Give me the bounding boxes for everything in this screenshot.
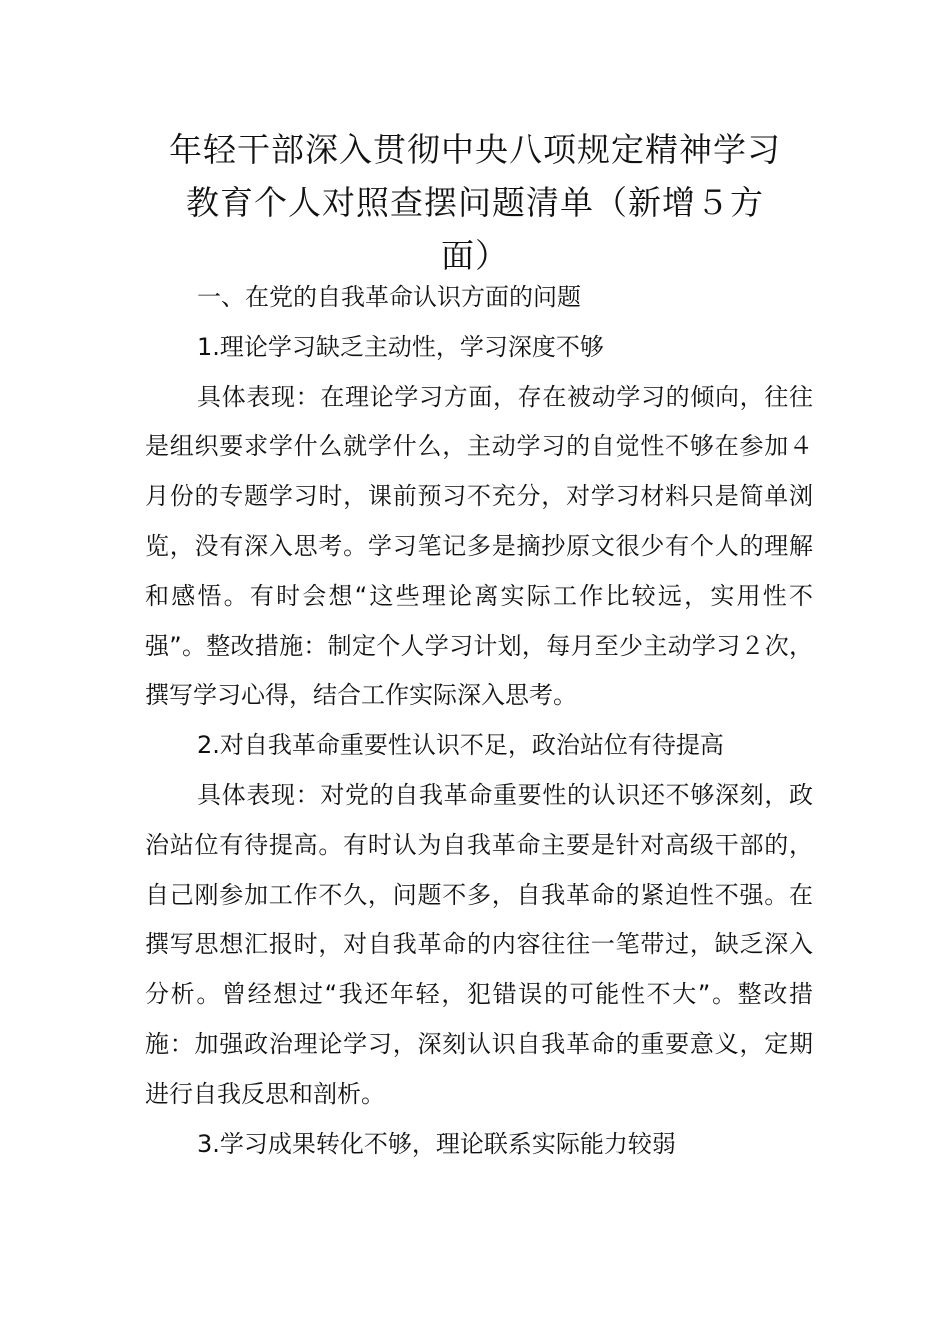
item-body-2: 具体表现：对党的自我革命重要性的认识还不够深刻，政治站位有待提高。有时认为自我革命主要是针对高级干部的，自己刚参加工作不久，问题不多，自我革命的紧迫性不强。在撰写思想汇报时，对自我革命的内容往往一笔带过，缺乏深入分析。曾经想过“我还年轻，犯错误的可能性不大”。整改措施：加强政治理论学习，深刻认识自我革命的重要意义，定期进行自我反思和剖析。 [145, 780, 813, 1108]
item-body-1: 具体表现：在理论学习方面，存在被动学习的倾向，往往是组织要求学什么就学什么，主动学习的自觉性不够在参加４月份的专题学习时，课前预习不充分，对学习材料只是简单浏览，没有深入思考。学习笔记多是摘抄原文很少有个人的理解和感悟。有时会想“这些理论离实际工作比较远，实用性不强”。整改措施：制定个人学习计划，每月至少主动学习２次，撰写学习心得，结合工作实际深入思考。 [145, 382, 813, 710]
item-heading-1: 1.理论学习缺乏主动性，学习深度不够 [197, 332, 604, 361]
item-heading-2: 2.对自我革命重要性认识不足，政治站位有待提高 [197, 731, 724, 760]
section-heading: 一、在党的自我革命认识方面的问题 [197, 283, 581, 311]
document-body [145, 273, 813, 1169]
document-title [145, 123, 805, 282]
item-heading-3: 3.学习成果转化不够，理论联系实际能力较弱 [197, 1129, 676, 1158]
title-line-3: 面） [441, 236, 509, 275]
title-line-2: 教育个人对照查摆问题清单（新增５方 [186, 183, 764, 222]
title-line-1: 年轻干部深入贯彻中央八项规定精神学习 [169, 130, 781, 169]
